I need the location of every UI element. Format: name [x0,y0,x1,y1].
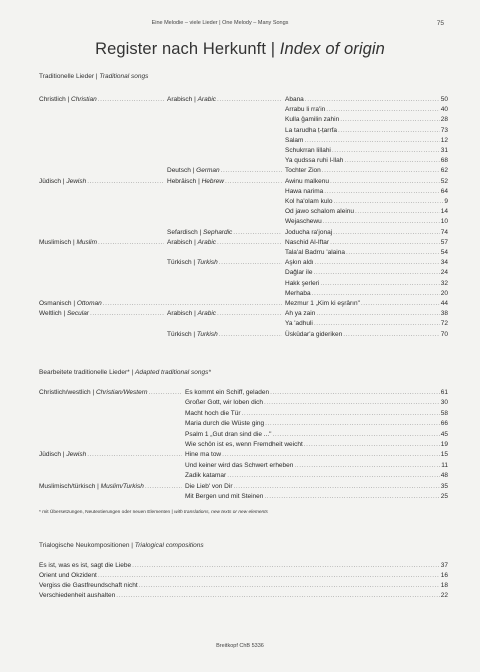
page-ref: 30 [440,399,448,407]
origin-category-label [39,300,102,308]
origin-category [39,300,283,308]
section-heading-trialogical [39,542,204,549]
index-entry [285,208,448,216]
page-title [0,40,480,59]
dot-leader [219,331,282,339]
index-entry [285,239,448,247]
song-title: Mezmur 1 „Kim ki eşrârın" [285,300,360,307]
page-ref: 34 [440,259,448,267]
page-ref: 68 [440,157,448,165]
page-ref: 28 [440,116,448,124]
language-category-text: Hebräisch | [167,177,202,185]
index-entry [285,331,448,339]
dot-leader [343,331,440,339]
song-title: Schukrran lillahi [285,147,331,154]
language-category-italic: Arabic [197,310,217,318]
language-category [167,229,283,237]
language-category-label [167,96,216,104]
language-category-label [167,310,216,318]
language-category-label [167,167,220,175]
song-title: Psalm 1 „Gut dran sind die ..." [185,430,272,438]
index-entry [185,389,448,397]
index-entry [285,116,448,124]
section-heading-traditional [39,73,148,80]
song-title: Zadik katamar [185,472,227,480]
language-category-italic: Arabic [197,238,217,246]
dot-leader [272,431,439,439]
language-category-text: Arabisch | [167,96,198,103]
song-title: Wejaschewu [285,218,322,226]
language-category-italic: Hebrew [201,177,224,185]
dot-leader [225,178,282,186]
song-title: Wie schön ist es, wenn Fremdheit weicht [185,441,303,448]
song-title: Salam [285,136,304,144]
language-category-italic: Sephardic [203,228,233,236]
origin-category-text: Muslimisch | [39,238,77,246]
page-ref: 54 [440,249,448,256]
dot-leader [145,483,182,491]
dot-leader [270,389,440,397]
section-heading-italic: Traditional songs [99,73,149,80]
index-entry [285,320,448,328]
index-entry [285,300,448,308]
language-category-text: Deutsch | [167,167,197,175]
index-entry [285,290,448,298]
song-title: Od jawo schalom aleinu [285,208,355,216]
language-category-text: Arabisch | [167,238,198,246]
page-ref: 62 [440,167,448,175]
origin-category [39,96,165,104]
dot-leader [333,229,440,237]
index-entry [185,483,448,491]
language-category-italic: Turkish [196,330,218,338]
index-entry [39,582,448,590]
index-entry [185,472,448,480]
index-entry [39,592,448,600]
dot-leader [355,208,440,216]
page-ref: 35 [440,482,448,490]
page-ref: 72 [440,320,448,328]
song-title: Awinu malkenu [285,177,329,185]
page-ref: 19 [440,441,448,448]
origin-category [39,178,165,186]
page-ref: 9 [444,198,448,205]
language-category-italic: Arabic [197,96,217,103]
dot-leader [323,218,440,226]
song-title: Tala'al Badrru 'alaina [285,249,345,256]
dot-leader [324,188,439,196]
dot-leader [217,310,282,318]
dot-leader [304,441,440,449]
index-entry [285,280,448,288]
dot-leader [294,462,440,470]
origin-category-text: Weltlich | [39,310,67,318]
index-entry [185,451,448,459]
origin-category-italic: Jewish [66,177,87,185]
language-category [167,96,283,104]
song-title: Joducha ra'jonaj [285,228,333,236]
origin-category-text: Osmanisch | [39,300,77,307]
song-title: Tochter Zion [285,167,321,175]
index-entry [285,106,448,114]
dot-leader [340,116,440,124]
dot-leader [265,420,440,428]
origin-category [39,451,183,459]
index-entry [285,157,448,165]
section-heading-italic: Adapted traditional songs* [135,369,211,376]
dot-leader [344,157,439,165]
dot-leader [132,562,440,570]
dot-leader [98,96,164,104]
index-entry [285,178,448,186]
origin-category-text: Jüdisch | [39,451,67,459]
song-title: Es kommt ein Schiff, geladen [185,389,270,396]
language-category-text: Türkisch | [167,259,197,267]
page-ref: 74 [440,228,448,236]
song-title: Großer Gott, wir loben dich [185,399,264,407]
origin-category-label [39,310,89,318]
index-entry [185,441,448,449]
section-heading-italic: Trialogical compositions [134,542,204,549]
song-title: Aşkın aldı [285,259,314,267]
footnote-italic: with translations, new texts or new elements [174,510,268,515]
origin-category-label [39,96,97,104]
origin-category-italic: Jewish [66,451,87,459]
page-ref: 24 [440,269,448,277]
song-title: La tarudha ṭ-ṭarrfa [285,126,338,134]
origin-category-text: Jüdisch | [39,177,67,185]
page-ref: 10 [440,218,448,226]
title-main: Register nach Herkunft | [95,40,280,58]
language-category-label [167,229,232,237]
index-entry [39,562,448,570]
song-title: Maria durch die Wüste ging [185,420,265,428]
page-ref: 52 [440,177,448,185]
dot-leader [149,389,183,397]
section-heading-text: Traditionelle Lieder | [39,73,100,80]
dot-leader [322,167,440,175]
origin-category [39,483,183,491]
page-ref: 25 [440,493,448,500]
page-ref: 73 [440,126,448,134]
footnote-text: * mit Übersetzungen, Neutextierungen oder neuen Elementen | [39,510,175,515]
dot-leader [330,178,440,186]
section-heading-adapted [39,369,211,376]
origin-category-italic: Muslim [76,238,98,246]
origin-category-label [39,239,97,247]
song-title: Und keiner wird das Schwert erheben [185,461,294,469]
language-category-text: Sefardisch | [167,228,204,236]
song-title: Hine ma tow [185,451,222,459]
origin-category [39,389,183,397]
dot-leader [315,259,440,267]
dot-leader [98,239,164,247]
language-category-label [167,259,218,267]
footnote [39,510,268,515]
index-entry [285,188,448,196]
page-ref: 45 [440,430,448,438]
index-entry [285,198,448,206]
dot-leader [312,290,440,298]
language-category [167,167,283,175]
index-entry [285,137,448,145]
origin-category-text: Muslimisch/türkisch | [39,482,101,490]
page-ref: 61 [440,389,448,396]
origin-category-italic: Secular [66,310,89,318]
page-ref: 37 [440,562,448,569]
song-title: Dağlar ile [285,269,313,277]
language-category-text: Arabisch | [167,310,198,318]
song-title: Naschid Al-Iftar [285,238,330,246]
index-entry [39,572,448,580]
running-header: Eine Melodie – viele Lieder | One Melody – Many Songs [151,20,289,26]
song-title: Üsküdar'a gideriken [285,330,343,338]
dot-leader [233,483,439,491]
language-category-label [167,239,216,247]
dot-leader [264,493,439,501]
dot-leader [87,451,182,459]
dot-leader [219,259,282,267]
page-ref: 31 [440,147,448,154]
dot-leader [222,451,440,459]
song-title: Hakk şerleri [285,279,320,287]
origin-category-italic: Christian/Western [95,389,148,396]
page-ref: 12 [440,136,448,144]
dot-leader [233,229,282,237]
origin-category-text: Christlich/westlich | [39,389,96,396]
page-ref: 38 [440,310,448,318]
index-entry [285,96,448,104]
title-italic: Index of origin [279,40,385,58]
dot-leader [227,472,440,480]
dot-leader [320,280,439,288]
language-category-text: Türkisch | [167,330,197,338]
dot-leader [361,300,440,308]
page-ref: 57 [440,238,448,246]
language-category [167,310,283,318]
dot-leader [304,137,439,145]
origin-category [39,310,165,318]
origin-category [39,239,165,247]
dot-leader [217,239,282,247]
dot-leader [334,198,444,206]
index-entry [185,420,448,428]
dot-leader [103,300,282,308]
page-ref: 20 [440,289,448,297]
origin-category-italic: Ottoman [76,300,102,307]
song-title: Hawa narima [285,187,324,195]
origin-category-label [39,389,148,397]
dot-leader [90,310,164,318]
page-ref: 14 [440,208,448,216]
dot-leader [221,167,282,175]
index-entry [285,269,448,277]
index-entry [185,462,448,470]
song-title: Orient und Okzident [39,572,97,579]
song-title: Ah ya zain [285,310,316,318]
origin-category-label [39,451,86,459]
publisher-footer: Breitkopf ChB 5336 [216,643,264,649]
dot-leader [313,269,439,277]
song-title: Es ist, was es ist, sagt die Liebe [39,562,132,569]
dot-leader [98,572,440,580]
song-title: Kol ha'olam kulo [285,198,333,205]
language-category-label [167,331,218,339]
index-entry [285,167,448,175]
song-title: Ya 'adhuli [285,320,313,328]
page-ref: 70 [440,330,448,338]
page-ref: 64 [440,187,448,195]
dot-leader [338,127,440,135]
language-category [167,178,283,186]
song-title: Ya qudssa ruhi l-llah [285,157,344,165]
index-entry [285,127,448,135]
dot-leader [326,106,440,114]
page-ref: 18 [440,582,448,589]
song-title: Macht hoch die Tür [185,409,241,417]
dot-leader [116,592,440,600]
language-category-italic: Turkish [196,259,218,267]
page-ref: 50 [440,96,448,103]
language-category-italic: German [196,167,220,175]
page-number: 75 [436,20,444,27]
index-entry [185,493,448,501]
page-ref: 22 [440,592,448,599]
dot-leader [314,320,440,328]
dot-leader [330,239,440,247]
dot-leader [332,147,440,155]
language-category [167,239,283,247]
dot-leader [242,410,440,418]
dot-leader [139,582,440,590]
song-title: Vergiss die Gastfreundschaft nicht [39,582,138,589]
dot-leader [316,310,439,318]
page-ref: 16 [440,572,448,579]
index-entry [285,249,448,257]
index-entry [285,229,448,237]
song-title: Abana [285,96,304,103]
origin-category-label [39,178,86,186]
language-category [167,331,283,339]
dot-leader [217,96,282,104]
section-heading-text: Trialogische Neukompositionen | [39,542,135,549]
page-ref: 48 [440,472,448,480]
language-category [167,259,283,267]
language-category-label [167,178,224,186]
section-heading-text: Bearbeitete traditionelle Lieder* | [39,369,135,376]
origin-category-text: Christlich | [39,96,72,103]
page-ref: 58 [440,409,448,417]
page-ref: 40 [440,106,448,114]
dot-leader [346,249,440,257]
index-entry [285,259,448,267]
page-ref: 66 [440,420,448,428]
page-ref: 44 [440,300,448,307]
page-ref: 11 [441,461,448,469]
song-title: Arrabu li rra'in [285,106,326,114]
index-entry [185,410,448,418]
song-title: Verschiedenheit aushalten [39,592,116,599]
origin-category-italic: Christian [71,96,97,103]
index-entry [185,399,448,407]
song-title: Merhaba [285,289,311,297]
origin-category-label [39,483,144,491]
song-title: Kulla ǧamilin zahin [285,116,340,124]
dot-leader [87,178,164,186]
dot-leader [264,399,440,407]
page-ref: 32 [440,279,448,287]
index-entry [285,310,448,318]
song-title: Die Lieb' von Dir [185,482,233,490]
index-entry [285,147,448,155]
dot-leader [305,96,440,104]
page-ref: 15 [440,451,448,459]
index-entry [285,218,448,226]
song-title: Mit Bergen und mit Steinen [185,493,264,500]
origin-category-italic: Muslim/Turkish [100,482,144,490]
index-entry [185,431,448,439]
